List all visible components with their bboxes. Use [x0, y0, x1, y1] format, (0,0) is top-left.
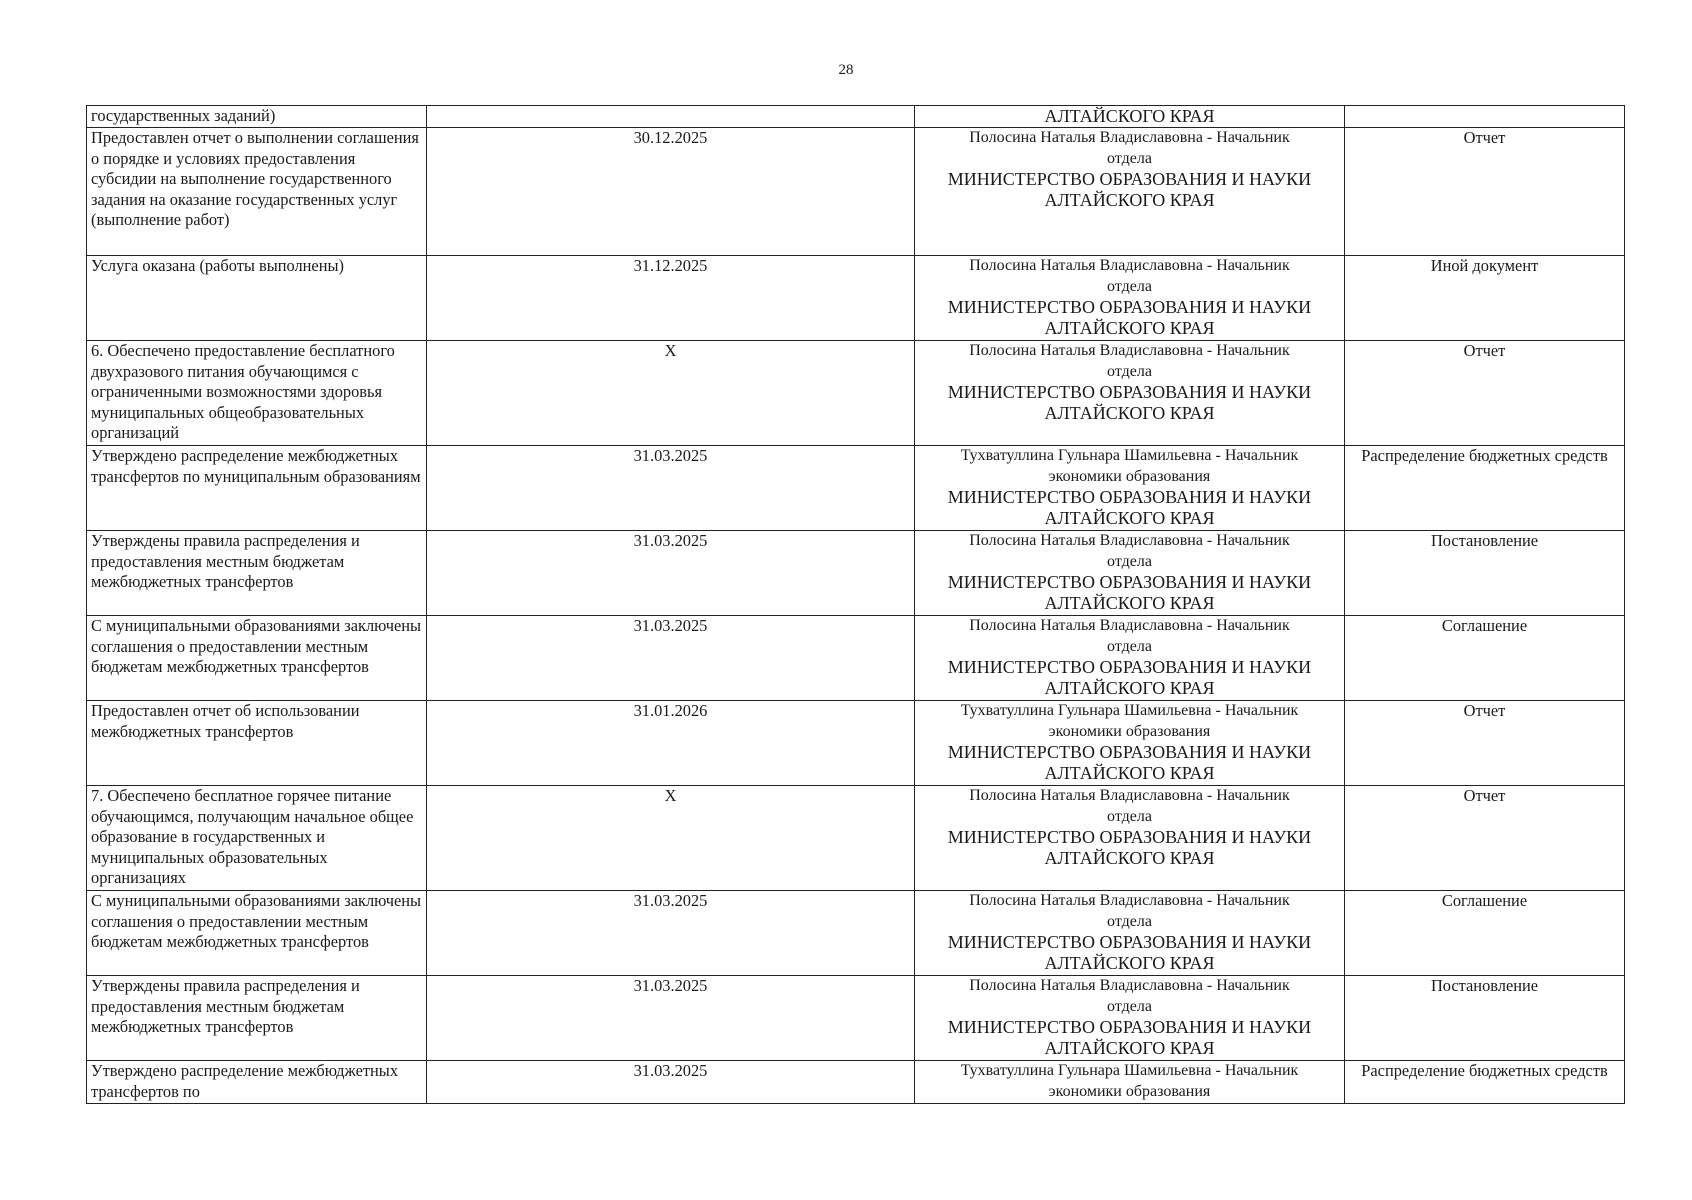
cell-responsible: [915, 531, 1345, 616]
cell-description: 6. Обеспечено предоставление бесплатного двухразового питания обучающимся с ограниченными возможностями здоровья муниципальных общеобразовательных организаций: [87, 341, 427, 446]
cell-document-type: Отчет: [1345, 701, 1625, 786]
responsible-name: Тухватуллина Гульнара Шамильевна - Начальник: [960, 447, 1299, 464]
cell-responsible: [915, 701, 1345, 786]
cell-document-type: Отчет: [1345, 786, 1625, 891]
responsible-name: Полосина Наталья Владиславовна - Начальник: [969, 129, 1290, 146]
cell-responsible: [915, 106, 1345, 128]
cell-date: 30.12.2025: [427, 128, 915, 256]
table-row: [87, 616, 1625, 701]
cell-responsible: [915, 256, 1345, 341]
cell-date: 31.03.2025: [427, 531, 915, 616]
cell-responsible: [915, 128, 1345, 256]
table-row: [87, 701, 1625, 786]
responsible-name: Полосина Наталья Владиславовна - Начальник: [969, 977, 1290, 994]
table-row: [87, 531, 1625, 616]
table-row: [87, 341, 1625, 446]
responsible-position: экономики образования: [1048, 722, 1211, 740]
cell-responsible: [915, 616, 1345, 701]
cell-date: X: [427, 786, 915, 891]
cell-responsible: [915, 976, 1345, 1061]
page-number: 28: [838, 62, 854, 78]
responsible-name: Тухватуллина Гульнара Шамильевна - Начальник: [960, 1062, 1299, 1079]
responsible-position: отдела: [1107, 552, 1152, 570]
cell-document-type: Постановление: [1345, 976, 1625, 1061]
cell-date: 31.12.2025: [427, 256, 915, 341]
table-row: [87, 1061, 1625, 1104]
table-row: [87, 128, 1625, 256]
cell-date: 31.03.2025: [427, 891, 915, 976]
responsible-organization: МИНИСТЕРСТВО ОБРАЗОВАНИЯ И НАУКИ АЛТАЙСКОГО КРАЯ: [947, 657, 1312, 699]
responsible-name: Полосина Наталья Владиславовна - Начальник: [969, 342, 1290, 359]
cell-document-type: [1345, 106, 1625, 128]
cell-document-type: Отчет: [1345, 128, 1625, 256]
cell-document-type: Иной документ: [1345, 256, 1625, 341]
responsible-organization: МИНИСТЕРСТВО ОБРАЗОВАНИЯ И НАУКИ АЛТАЙСКОГО КРАЯ: [947, 827, 1312, 869]
responsible-position: отдела: [1107, 637, 1152, 655]
cell-date: X: [427, 341, 915, 446]
responsible-name: Полосина Наталья Владиславовна - Начальник: [969, 892, 1290, 909]
responsible-organization: МИНИСТЕРСТВО ОБРАЗОВАНИЯ И НАУКИ АЛТАЙСКОГО КРАЯ: [947, 169, 1312, 211]
responsible-name: Тухватуллина Гульнара Шамильевна - Начальник: [960, 702, 1299, 719]
cell-date: 31.03.2025: [427, 976, 915, 1061]
responsible-position: экономики образования: [1048, 1082, 1211, 1100]
table-row: [87, 256, 1625, 341]
cell-document-type: Постановление: [1345, 531, 1625, 616]
cell-description: Услуга оказана (работы выполнены): [87, 256, 427, 341]
cell-description: С муниципальными образованиями заключены соглашения о предоставлении местным бюджетам межбюджетных трансфертов: [87, 891, 427, 976]
cell-description: Предоставлен отчет о выполнении соглашения о порядке и условиях предоставления субсидии на выполнение государственного задания на оказание государственных услуг (выполнение работ): [87, 128, 427, 256]
cell-responsible: [915, 891, 1345, 976]
responsible-name: Полосина Наталья Владиславовна - Начальник: [969, 532, 1290, 549]
responsible-organization: МИНИСТЕРСТВО ОБРАЗОВАНИЯ И НАУКИ АЛТАЙСКОГО КРАЯ: [947, 382, 1312, 424]
responsible-position: экономики образования: [1048, 467, 1211, 485]
responsible-name: Полосина Наталья Владиславовна - Начальник: [969, 617, 1290, 634]
table-row: [87, 446, 1625, 531]
responsible-position: отдела: [1107, 277, 1152, 295]
cell-document-type: Распределение бюджетных средств: [1345, 1061, 1625, 1104]
cell-description: Утверждены правила распределения и предоставления местным бюджетам межбюджетных трансфертов: [87, 976, 427, 1061]
responsible-organization: МИНИСТЕРСТВО ОБРАЗОВАНИЯ И НАУКИ АЛТАЙСКОГО КРАЯ: [947, 932, 1312, 974]
cell-responsible: [915, 786, 1345, 891]
table-row: [87, 786, 1625, 891]
responsible-organization: МИНИСТЕРСТВО ОБРАЗОВАНИЯ И НАУКИ АЛТАЙСКОГО КРАЯ: [947, 572, 1312, 614]
responsible-position: отдела: [1107, 997, 1152, 1015]
cell-responsible: [915, 1061, 1345, 1104]
responsible-position: отдела: [1107, 912, 1152, 930]
cell-description: 7. Обеспечено бесплатное горячее питание обучающимся, получающим начальное общее образование в государственных и муниципальных образовательных организациях: [87, 786, 427, 891]
responsible-position: отдела: [1107, 807, 1152, 825]
cell-responsible: [915, 446, 1345, 531]
cell-date: 31.01.2026: [427, 701, 915, 786]
responsible-organization: АЛТАЙСКОГО КРАЯ: [1044, 106, 1215, 126]
cell-description: Предоставлен отчет об использовании межбюджетных трансфертов: [87, 701, 427, 786]
cell-date: 31.03.2025: [427, 446, 915, 531]
cell-document-type: Соглашение: [1345, 616, 1625, 701]
responsible-position: отдела: [1107, 362, 1152, 380]
cell-document-type: Соглашение: [1345, 891, 1625, 976]
cell-responsible: [915, 341, 1345, 446]
cell-date: 31.03.2025: [427, 1061, 915, 1104]
responsible-organization: МИНИСТЕРСТВО ОБРАЗОВАНИЯ И НАУКИ АЛТАЙСКОГО КРАЯ: [947, 1017, 1312, 1059]
cell-date: [427, 106, 915, 128]
cell-date: 31.03.2025: [427, 616, 915, 701]
responsible-organization: МИНИСТЕРСТВО ОБРАЗОВАНИЯ И НАУКИ АЛТАЙСКОГО КРАЯ: [947, 742, 1312, 784]
responsible-organization: МИНИСТЕРСТВО ОБРАЗОВАНИЯ И НАУКИ АЛТАЙСКОГО КРАЯ: [947, 487, 1312, 529]
cell-description: государственных заданий): [87, 106, 427, 128]
table-row: [87, 106, 1625, 128]
cell-description: Утверждено распределение межбюджетных трансфертов по: [87, 1061, 427, 1104]
table-row: [87, 976, 1625, 1061]
plan-table: [86, 105, 1625, 1104]
responsible-organization: МИНИСТЕРСТВО ОБРАЗОВАНИЯ И НАУКИ АЛТАЙСКОГО КРАЯ: [947, 297, 1312, 339]
cell-document-type: Распределение бюджетных средств: [1345, 446, 1625, 531]
cell-description: Утверждены правила распределения и предоставления местным бюджетам межбюджетных трансфертов: [87, 531, 427, 616]
responsible-position: отдела: [1107, 149, 1152, 167]
cell-description: Утверждено распределение межбюджетных трансфертов по муниципальным образованиям: [87, 446, 427, 531]
cell-description: С муниципальными образованиями заключены соглашения о предоставлении местным бюджетам межбюджетных трансфертов: [87, 616, 427, 701]
table-row: [87, 891, 1625, 976]
responsible-name: Полосина Наталья Владиславовна - Начальник: [969, 787, 1290, 804]
responsible-name: Полосина Наталья Владиславовна - Начальник: [969, 257, 1290, 274]
cell-document-type: Отчет: [1345, 341, 1625, 446]
